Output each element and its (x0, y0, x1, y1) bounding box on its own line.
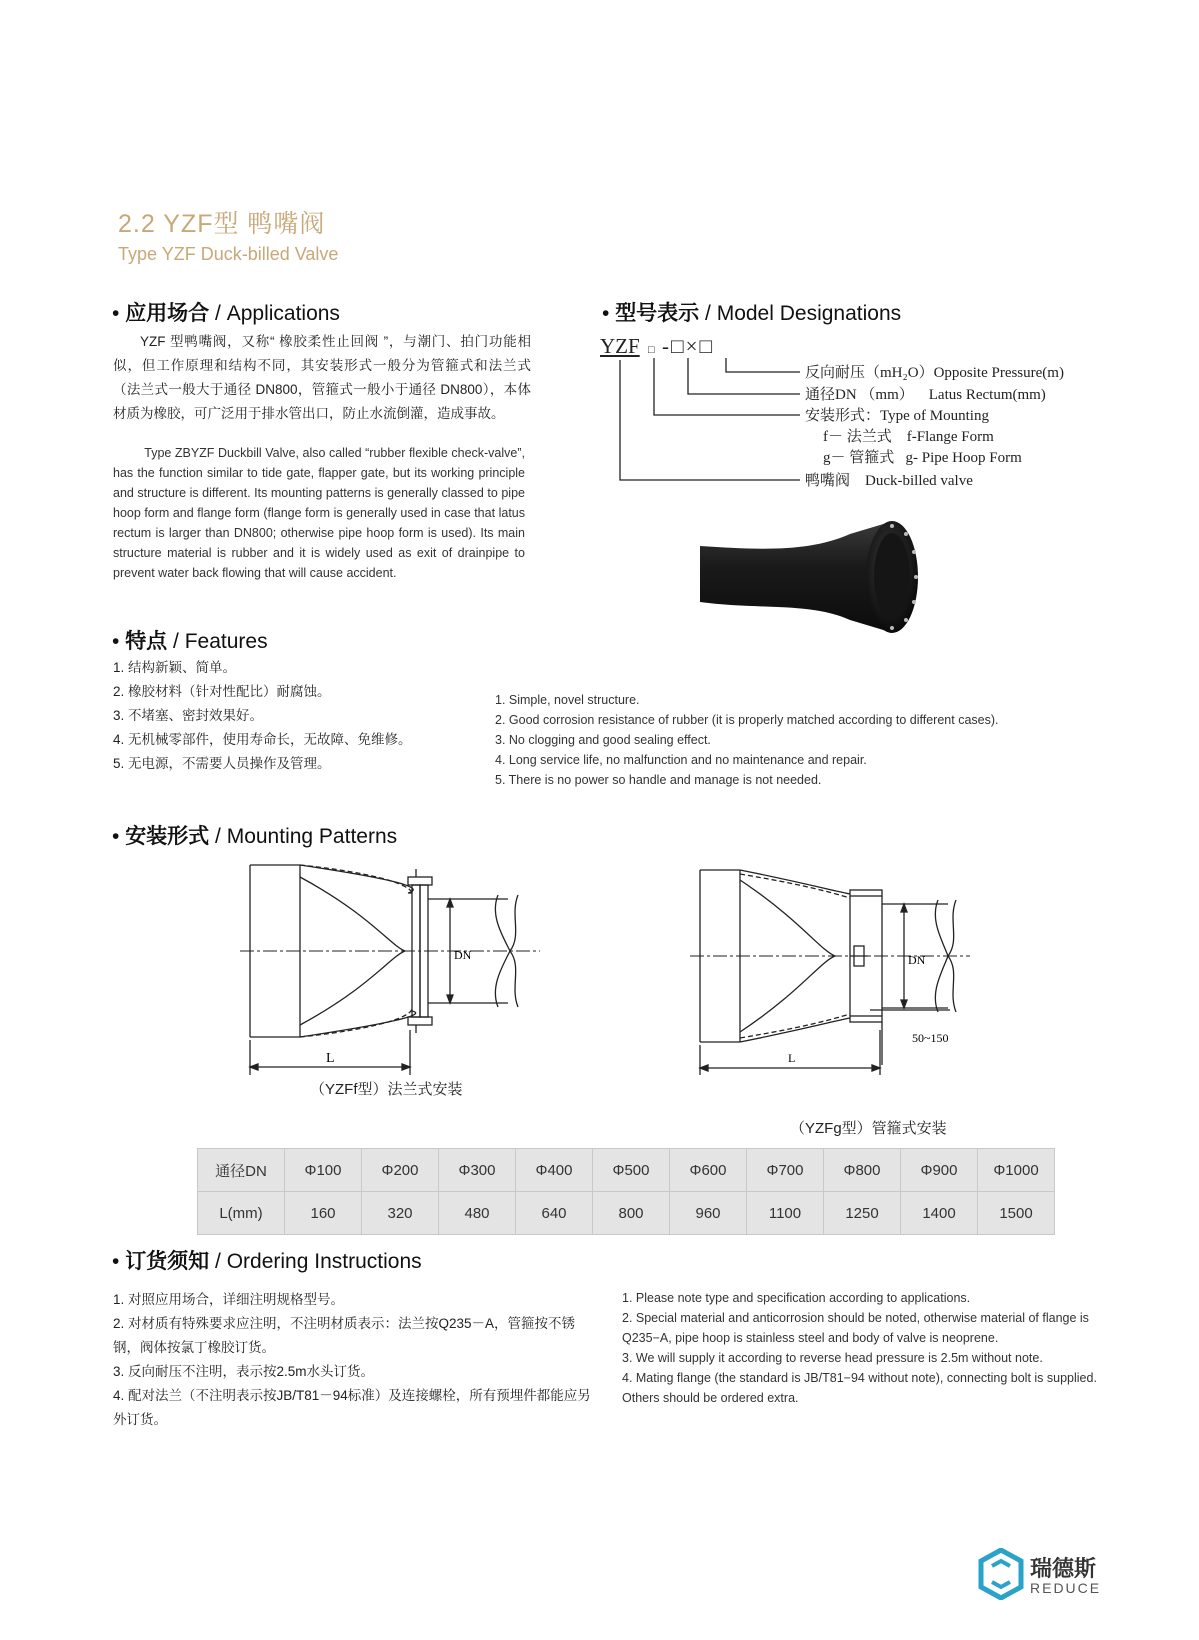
table-cell: Φ800 (824, 1149, 901, 1192)
features-list-en (495, 690, 1075, 790)
features-heading: • 特点 / Features (112, 630, 268, 653)
ordering-item-en: 4. Mating flange (the standard is JB/T81−94 without note), connecting bolt is supplied. Others should be ordered extra. (622, 1371, 1097, 1405)
model-line-hoop: g－ 管箍式 g- Pipe Hoop Form (823, 450, 1022, 466)
ordering-heading: • 订货须知 / Ordering Instructions (112, 1250, 422, 1273)
flange-mounting-drawing (240, 855, 560, 1085)
feature-item-en: 4. Long service life, no malfunction and no maintenance and repair. (495, 753, 867, 767)
ordering-item-cn: 2. 对材质有特殊要求应注明，不注明材质表示：法兰按Q235－A，管箍按不锈钢，阀体按氯丁橡胶订货。 (113, 1316, 576, 1355)
ordering-item-cn: 3. 反向耐压不注明，表示按2.5m水头订货。 (113, 1364, 375, 1379)
reduce-logo-icon (978, 1548, 1024, 1600)
valve-product-photo (700, 520, 940, 640)
ordering-list-cn (113, 1288, 601, 1432)
page-title: 2.2 YZF型 鸭嘴阀 (118, 210, 326, 238)
table-cell: 960 (670, 1192, 747, 1235)
ordering-item-en: 2. Special material and anticorrosion should be noted, otherwise material of flange is Q235−A, pipe hoop is stainless steel and body of valve is neoprene. (622, 1311, 1089, 1345)
table-cell: 1400 (901, 1192, 978, 1235)
table-cell: 1250 (824, 1192, 901, 1235)
model-mount-box: □ (648, 344, 655, 356)
model-code-suffix: -□×□ (662, 334, 715, 358)
feature-item-en: 2. Good corrosion resistance of rubber (it is properly matched according to different cases). (495, 713, 999, 727)
ordering-item-en: 1. Please note type and specification according to applications. (622, 1291, 971, 1305)
ordering-item-en: 3. We will supply it according to reverse head pressure is 2.5m without note. (622, 1351, 1043, 1365)
hoop-gap-label: 50~150 (912, 1031, 949, 1045)
ordering-item-cn: 4. 配对法兰（不注明表示按JB/T81－94标准）及连接螺栓，所有预埋件都能应另外订货。 (113, 1388, 591, 1427)
table-row (198, 1192, 1055, 1235)
hoop-l-label: L (788, 1051, 796, 1065)
feature-item-en: 3. No clogging and good sealing effect. (495, 733, 711, 747)
ordering-list-en (622, 1288, 1107, 1408)
hoop-dn-label: DN (908, 953, 926, 967)
table-cell: Φ700 (747, 1149, 824, 1192)
model-line-rectum: 通径DN （mm） Latus Rectum(mm) (805, 387, 1046, 403)
applications-text-en: Type ZBYZF Duckbill Valve, also called “rubber flexible check-valve”, has the function similar to tide gate, flapper gate, but its working principle and structure is different. Its mounting patterns is generally classed to pipe hoop form and flange form (flange form is generally used in case that latus rectum is larger than DN800; otherwise pipe hoop form is used). Its main structure material is rubber and it is widely used as exit of drainpipe to prevent water back flowing that will cause accident. (113, 446, 525, 580)
applications-heading: • 应用场合 / Applications (112, 302, 340, 325)
table-cell: Φ500 (593, 1149, 670, 1192)
table-cell: 1500 (978, 1192, 1055, 1235)
applications-text-cn: YZF 型鸭嘴阀，又称“ 橡胶柔性止回阀 ”，与潮门、拍门功能相似，但工作原理和结构不同，其安装形式一般分为管箍式和法兰式（法兰式一般大于通径 DN800，管箍式一般小于通径 DN800），本体材质为橡胶，可广泛用于排水管出口，防止水流倒灌，造成事故。 (113, 334, 531, 421)
model-line-flange: f－ 法兰式 f-Flange Form (823, 429, 994, 445)
flange-dn-label: DN (454, 948, 472, 962)
table-cell: Φ100 (285, 1149, 362, 1192)
table-header-l: L(mm) (198, 1192, 285, 1235)
table-cell: Φ200 (362, 1149, 439, 1192)
page-subtitle: Type YZF Duck-billed Valve (118, 244, 339, 264)
model-code: YZF (600, 334, 640, 358)
feature-item-cn: 2. 橡胶材料（针对性配比）耐腐蚀。 (113, 684, 331, 699)
table-cell: 1100 (747, 1192, 824, 1235)
logo-text-en: REDUCE (1030, 1580, 1102, 1596)
feature-item-cn: 5. 无电源，不需要人员操作及管理。 (113, 756, 331, 771)
table-row (198, 1149, 1055, 1192)
model-heading: • 型号表示 / Model Designations (602, 302, 902, 325)
model-line-pressure: 反向耐压（mH₂O）Opposite Pressure(m) (805, 365, 1064, 381)
mounting-heading: • 安装形式 / Mounting Patterns (112, 825, 398, 848)
spec-table (197, 1148, 1055, 1235)
hoop-mounting-drawing (690, 860, 980, 1085)
feature-item-en: 1. Simple, novel structure. (495, 693, 640, 707)
flange-l-label: L (326, 1051, 335, 1066)
hoop-caption: （YZFg型）管箍式安装 (790, 1120, 947, 1137)
model-diagram (600, 334, 1080, 504)
flange-caption: （YZFf型）法兰式安装 (310, 1081, 463, 1098)
table-cell: 160 (285, 1192, 362, 1235)
table-cell: Φ400 (516, 1149, 593, 1192)
model-line-valve: 鸭嘴阀 Duck-billed valve (805, 473, 973, 489)
table-cell: Φ900 (901, 1149, 978, 1192)
feature-item-cn: 3. 不堵塞、密封效果好。 (113, 708, 264, 723)
feature-item-cn: 1. 结构新颖、简单。 (113, 660, 237, 675)
logo-text-cn: 瑞德斯 (1030, 1556, 1097, 1581)
table-cell: 640 (516, 1192, 593, 1235)
ordering-item-cn: 1. 对照应用场合，详细注明规格型号。 (113, 1292, 345, 1307)
feature-item-cn: 4. 无机械零部件，使用寿命长，无故障、免维修。 (113, 732, 412, 747)
table-cell: 480 (439, 1192, 516, 1235)
table-cell: 320 (362, 1192, 439, 1235)
table-header-dn: 通径DN (198, 1149, 285, 1192)
features-list-cn (113, 656, 493, 776)
table-cell: 800 (593, 1192, 670, 1235)
table-cell: Φ600 (670, 1149, 747, 1192)
table-cell: Φ1000 (978, 1149, 1055, 1192)
model-line-mounting: 安装形式：Type of Mounting (805, 408, 989, 424)
table-cell: Φ300 (439, 1149, 516, 1192)
feature-item-en: 5. There is no power so handle and manage is not needed. (495, 773, 822, 787)
model-leader-lines (600, 334, 800, 504)
